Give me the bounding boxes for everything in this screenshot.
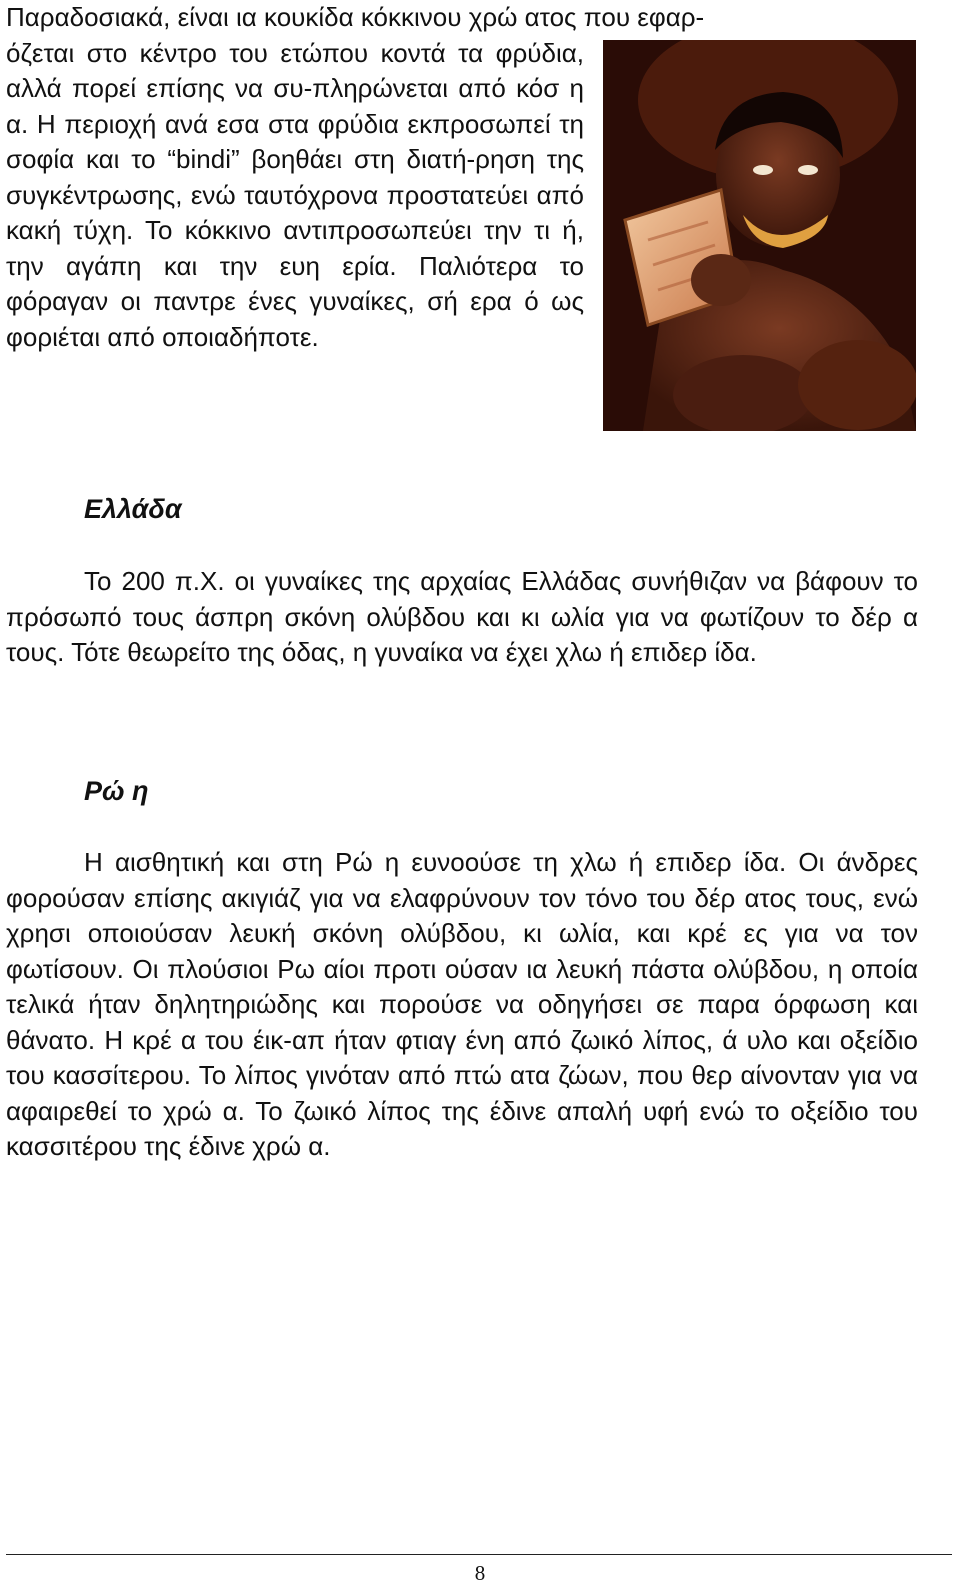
section-heading-rome: Ρώ η [84, 776, 149, 806]
section-text-greece: Το 200 π.Χ. οι γυναίκες της αρχαίας Ελλάδας συνήθιζαν να βάφουν το πρόσωπό τους άσπρη σκόνη ολύβδου και κι ωλία για να φωτίζουν το δέρ α τους. Τότε θεωρείτο της όδας, η γυναίκα να έχει χλω ή επιδερ ίδα. [6, 566, 918, 667]
intro-first-line: Παραδοσιακά, είναι ια κουκίδα κόκκινου χρώ ατος που εφαρ- [6, 2, 705, 32]
intro-text: όζεται στο κέντρο του ετώπου κοντά τα φρύδια, αλλά πορεί επίσης να συ-πληρώνεται από κόσ η α. Η περιοχή ανά εσα στα φρύδια εκπροσωπεί τη σοφία και το “bindi” βοηθάει στη διατή-ρηση της συγκέντρωσης, ενώ ταυτόχρονα προστατεύει από κακή τύχη. Το κόκκινο αντιπροσωπεύει την τι ή, την αγάπη και την ευη ερία. Παλιότερα το φόραγαν οι παντρε ένες γυναίκες, σή ερα ό ως φοριέται από οποιαδήποτε. [6, 37, 584, 352]
footer-divider [6, 1554, 952, 1555]
section-text-rome: Η αισθητική και στη Ρώ η ευνοούσε τη χλω ή επιδερ ίδα. Οι άνδρες φορούσαν επίσης ακιγιάζ για να ελαφρύνουν τον τόνο του δέρ ατος τους, ενώ χρησι οποιούσαν λευκή σκόνη ολύβδου, κι ωλία, και κρέ ες για να τον φωτίσουν. Οι πλούσιοι Ρω αίοι προτι ούσαν ια λευκή πάστα ολύβδου, η οποία τελικά ήταν δηλητηριώδης και πορούσε να οδηγήσει σε παρα όρφωση και θάνατο. Η κρέ α του έικ-απ ήταν φτιαγ ένη από ζωικό λίπος, ά υλο και οξείδιο του κασσίτερου. Το λίπος γινόταν από πτώ ατα ζώων, που θερ αίνονταν για να αφαιρεθεί το χρώ α. Το ζωικό λίπος της έδινε απαλή υφή ενώ το οξείδιο του κασσιτέρου της έδινε χρώ α. [6, 847, 918, 1161]
intro-paragraph [6, 0, 705, 355]
page-number: 8 [474, 1561, 486, 1585]
man-with-face-paint-photo [603, 40, 916, 431]
section-heading-greece: Ελλάδα [84, 494, 182, 524]
